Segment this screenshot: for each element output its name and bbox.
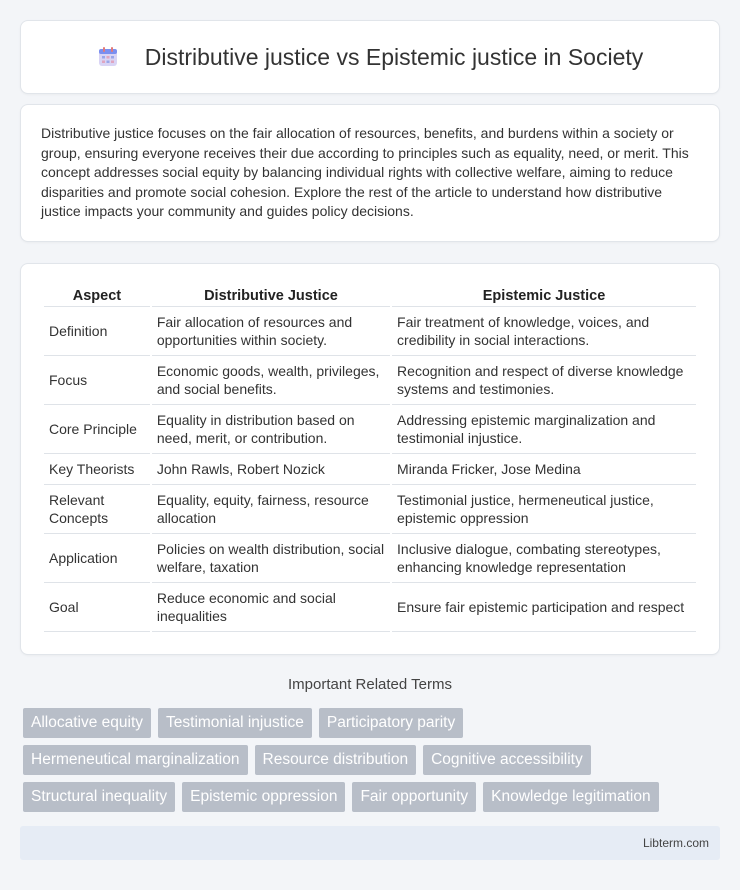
related-term-tag[interactable]: Structural inequality [23, 782, 175, 812]
cell-aspect: Key Theorists [44, 454, 150, 485]
cell-epistemic: Fair treatment of knowledge, voices, and credibility in social interactions. [392, 307, 696, 356]
cell-distributive: Policies on wealth distribution, social welfare, taxation [152, 534, 390, 583]
header-aspect: Aspect [44, 282, 150, 307]
related-term-tag[interactable]: Hermeneutical marginalization [23, 745, 248, 775]
cell-aspect: Relevant Concepts [44, 485, 150, 534]
cell-epistemic: Ensure fair epistemic participation and respect [392, 583, 696, 632]
related-term-tag[interactable]: Fair opportunity [352, 782, 476, 812]
cell-aspect: Application [44, 534, 150, 583]
related-term-tag[interactable]: Testimonial injustice [158, 708, 312, 738]
cell-epistemic: Addressing epistemic marginalization and testimonial injustice. [392, 405, 696, 454]
header-distributive: Distributive Justice [152, 282, 390, 307]
cell-distributive: Reduce economic and social inequalities [152, 583, 390, 632]
cell-epistemic: Testimonial justice, hermeneutical justice, epistemic oppression [392, 485, 696, 534]
related-term-tag[interactable]: Participatory parity [319, 708, 463, 738]
cell-epistemic: Recognition and respect of diverse knowledge systems and testimonies. [392, 356, 696, 405]
page-title: Distributive justice vs Epistemic justice in Society [144, 43, 644, 70]
cell-distributive: Economic goods, wealth, privileges, and social benefits. [152, 356, 390, 405]
comparison-table-card [20, 263, 720, 655]
related-terms-list [23, 708, 723, 819]
cell-epistemic: Inclusive dialogue, combating stereotypes, enhancing knowledge representation [392, 534, 696, 583]
footer-site-link[interactable]: Libterm.com [642, 836, 709, 850]
table-row [44, 583, 696, 632]
cell-aspect: Focus [44, 356, 150, 405]
cell-distributive: Fair allocation of resources and opportunities within society. [152, 307, 390, 356]
related-term-tag[interactable]: Allocative equity [23, 708, 151, 738]
related-term-tag[interactable]: Knowledge legitimation [483, 782, 658, 812]
comparison-table [42, 282, 698, 632]
related-term-tag[interactable]: Cognitive accessibility [423, 745, 591, 775]
table-row [44, 307, 696, 356]
related-terms-title: Important Related Terms [288, 676, 452, 693]
intro-card [20, 104, 720, 242]
header-card [20, 20, 720, 94]
calendar-icon [97, 46, 119, 68]
cell-distributive: John Rawls, Robert Nozick [152, 454, 390, 485]
cell-aspect: Goal [44, 583, 150, 632]
intro-paragraph: Distributive justice focuses on the fair allocation of resources, benefits, and burdens within a society or group, ensuring everyone receives their due according to principles such as equality, need, or merit. This concept addresses social equity by balancing individual rights with collective welfare, aiming to reduce disparities and promote social cohesion. Explore the rest of the article to understand how distributive justice impacts your community and guides policy decisions. [41, 125, 689, 219]
cell-aspect: Core Principle [44, 405, 150, 454]
footer [20, 826, 720, 860]
table-row [44, 485, 696, 534]
related-term-tag[interactable]: Epistemic oppression [182, 782, 345, 812]
table-row [44, 454, 696, 485]
cell-distributive: Equality, equity, fairness, resource allocation [152, 485, 390, 534]
header-epistemic: Epistemic Justice [392, 282, 696, 307]
table-row [44, 405, 696, 454]
cell-epistemic: Miranda Fricker, Jose Medina [392, 454, 696, 485]
cell-aspect: Definition [44, 307, 150, 356]
cell-distributive: Equality in distribution based on need, merit, or contribution. [152, 405, 390, 454]
table-row [44, 356, 696, 405]
table-row [44, 534, 696, 583]
related-term-tag[interactable]: Resource distribution [255, 745, 417, 775]
